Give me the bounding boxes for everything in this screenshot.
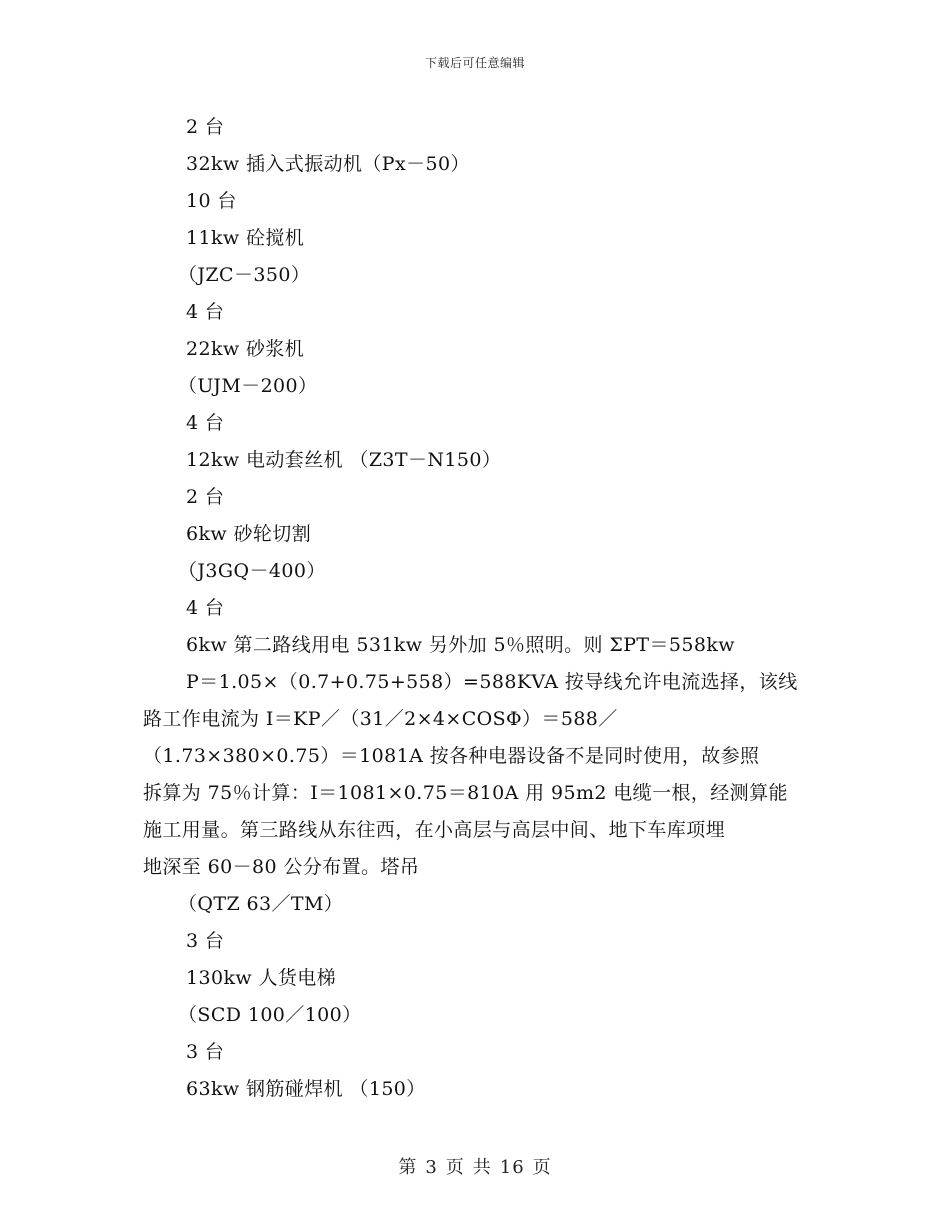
text-line: 6kw 砂轮切割: [186, 523, 312, 545]
current-page-number: 3: [425, 1157, 438, 1178]
paragraph-line: P＝1.05×（0.7+0.75+558）=588KVA 按导线允许电流选择，该线: [186, 671, 798, 693]
text-line: 4 台: [186, 412, 225, 434]
text-line: 11kw 砼搅机: [186, 227, 305, 249]
paragraph-line: 拆算为 75％计算：I＝1081×0.75＝810A 用 95m2 电缆一根，经测算能: [143, 782, 788, 804]
text-line: 4 台: [186, 301, 225, 323]
text-line: 3 台: [186, 930, 225, 952]
page-footer: [0, 1153, 950, 1179]
footer-prefix: 第: [398, 1157, 418, 1178]
footer-suffix: 页: [532, 1157, 552, 1178]
text-line: （JZC－350）: [178, 264, 311, 286]
paragraph-line: 路工作电流为 I＝KP／（31／2×4×COSΦ）＝588／: [143, 708, 618, 730]
text-line: （J3GQ－400）: [178, 560, 326, 582]
text-line: 32kw 插入式振动机（Px－50）: [186, 153, 470, 175]
text-line: 63kw 钢筋碰焊机 （150）: [186, 1078, 426, 1100]
text-line: 4 台: [186, 597, 225, 619]
text-line: 6kw 第二路线用电 531kw 另外加 5％照明。则 ΣPT＝558kw: [186, 634, 735, 656]
text-line: 22kw 砂浆机: [186, 338, 305, 360]
text-line: 3 台: [186, 1041, 225, 1063]
text-line: 2 台: [186, 116, 225, 138]
calculation-paragraph: [143, 664, 823, 886]
paragraph-line: （1.73×380×0.75）＝1081A 按各种电器设备不是同时使用，故参照: [143, 745, 760, 767]
text-line: 2 台: [186, 486, 225, 508]
total-page-count: 16: [499, 1157, 525, 1178]
text-line: （UJM－200）: [178, 375, 318, 397]
text-line: 130kw 人货电梯: [186, 967, 337, 989]
text-line: 12kw 电动套丝机 （Z3T－N150）: [186, 449, 502, 471]
paragraph-line: 地深至 60－80 公分布置。塔吊: [143, 856, 420, 878]
text-line: （QTZ 63／TM）: [178, 893, 344, 915]
text-line: 10 台: [186, 190, 237, 212]
footer-page-word: 页: [445, 1157, 465, 1178]
header-note: 下载后可任意编辑: [424, 56, 525, 70]
footer-total-word: 共: [472, 1157, 492, 1178]
paragraph-line: 施工用量。第三路线从东往西，在小高层与高层中间、地下车库项埋: [143, 819, 726, 841]
document-body: [143, 109, 823, 1108]
text-line: （SCD 100／100）: [178, 1004, 362, 1026]
